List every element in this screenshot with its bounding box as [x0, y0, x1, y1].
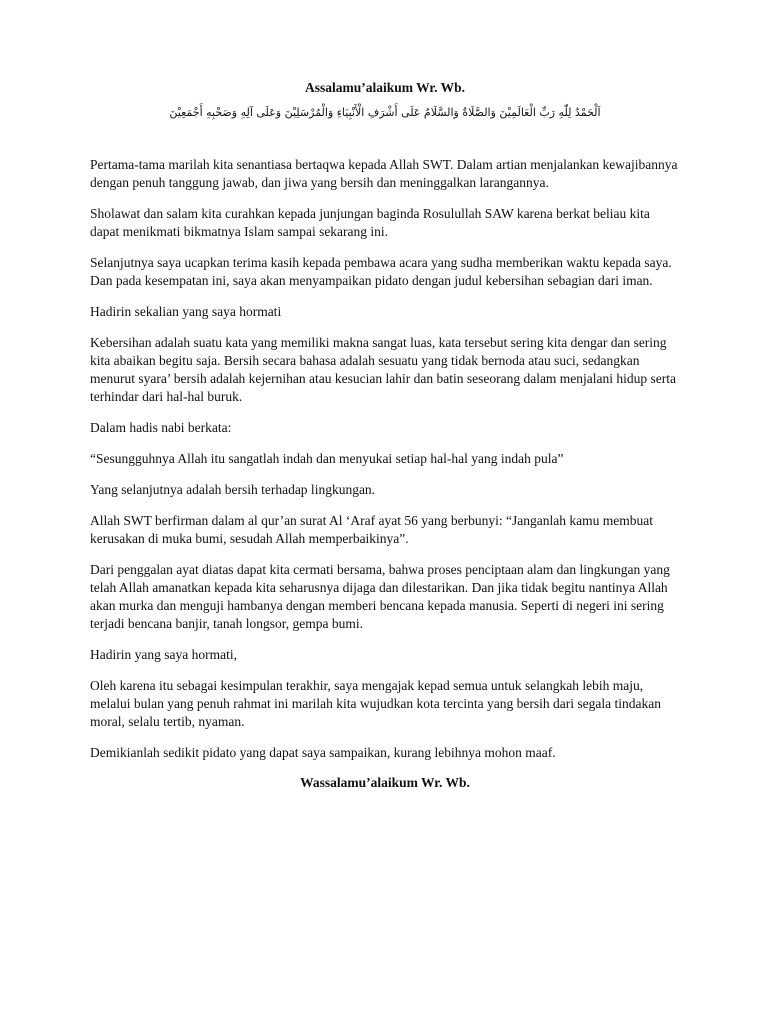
paragraph-hadith-intro: Dalam hadis nabi berkata:	[90, 420, 232, 435]
paragraph-verse-reflection: Dari penggalan ayat diatas dapat kita cermati bersama, bahwa proses penciptaan alam dan lingkungan yang telah Allah amanatkan kepada kita seharusnya dijaga dan dilestarikan. Dan jika tidak begitu nantinya Allah akan murka dan menguji hambanya dengan memberi bencana kepada manusia. Seperti di negeri ini sering terjadi bencana banjir, tanah longsor, gempa bumi.	[90, 562, 670, 631]
paragraph-thanks: Selanjutnya saya ucapkan terima kasih kepada pembawa acara yang sudha memberikan waktu kepada saya. Dan pada kesempatan ini, saya akan menyampaikan pidato dengan judul kebersihan sebagian dari iman.	[90, 255, 672, 288]
paragraph-sholawat: Sholawat dan salam kita curahkan kepada junjungan baginda Rosulullah SAW karena berkat beliau kita dapat menikmati bikmatnya Islam sampai sekarang ini.	[90, 206, 650, 239]
paragraph-environment: Yang selanjutnya adalah bersih terhadap lingkungan.	[90, 482, 376, 497]
closing-greeting: Wassalamu’alaikum Wr. Wb.	[300, 775, 470, 790]
paragraph-audience-greeting-2: Hadirin yang saya hormati,	[90, 647, 237, 662]
speech-document	[90, 78, 680, 793]
paragraph-audience-greeting: Hadirin sekalian yang saya hormati	[90, 304, 282, 319]
paragraph-conclusion: Oleh karena itu sebagai kesimpulan terakhir, saya mengajak kepad semua untuk selangkah lebih maju, melalui bulan yang penuh rahmat ini marilah kita wujudkan kota tercinta yang bersih dari segala tindakan moral, selalu tertib, nyaman.	[90, 678, 661, 729]
paragraph-hadith-quote: “Sesungguhnya Allah itu sangatlah indah dan menyukai setiap hal-hal yang indah pula”	[90, 451, 564, 466]
paragraph-cleanliness-definition: Kebersihan adalah suatu kata yang memiliki makna sangat luas, kata tersebut sering kita dengar dan sering kita abaikan begitu saja. Bersih secara bahasa adalah sesuatu yang tidak bernoda atau suci, sedangkan menurut syara’ bersih adalah kejernihan atau kesucian lahir dan batin seseorang dalam menjalani hidup serta terhindar dari hal-hal buruk.	[90, 335, 677, 404]
greeting-title: Assalamu’alaikum Wr. Wb.	[304, 80, 466, 95]
paragraph-opening-taqwa: Pertama-tama marilah kita senantiasa bertaqwa kepada Allah SWT. Dalam artian menjalankan kewajibannya dengan penuh tanggung jawab, dan jiwa yang bersih dan meninggalkan larangannya.	[90, 157, 678, 190]
paragraph-closing-remarks: Demikianlah sedikit pidato yang dapat saya sampaikan, kurang lebihnya mohon maaf.	[90, 745, 556, 760]
arabic-opening-prayer: اَلْحَمْدُ لِلّٰهِ رَبِّ الْعَالَمِيْنَ وَالصَّلَاةُ وَالسَّلَامُ عَلَى أَشْرَفِ الْأَنْبِيَاءِ وَالْمُرْسَلِيْنَ وَعَلَى آلِهِ وَصَحْبِهِ أَجْمَعِيْنَ	[169, 106, 601, 119]
paragraph-quran-verse: Allah SWT berfirman dalam al qur’an surat Al ‘Araf ayat 56 yang berbunyi: “Janganlah kamu membuat kerusakan di muka bumi, sesudah Allah memperbaikinya”.	[90, 513, 653, 546]
